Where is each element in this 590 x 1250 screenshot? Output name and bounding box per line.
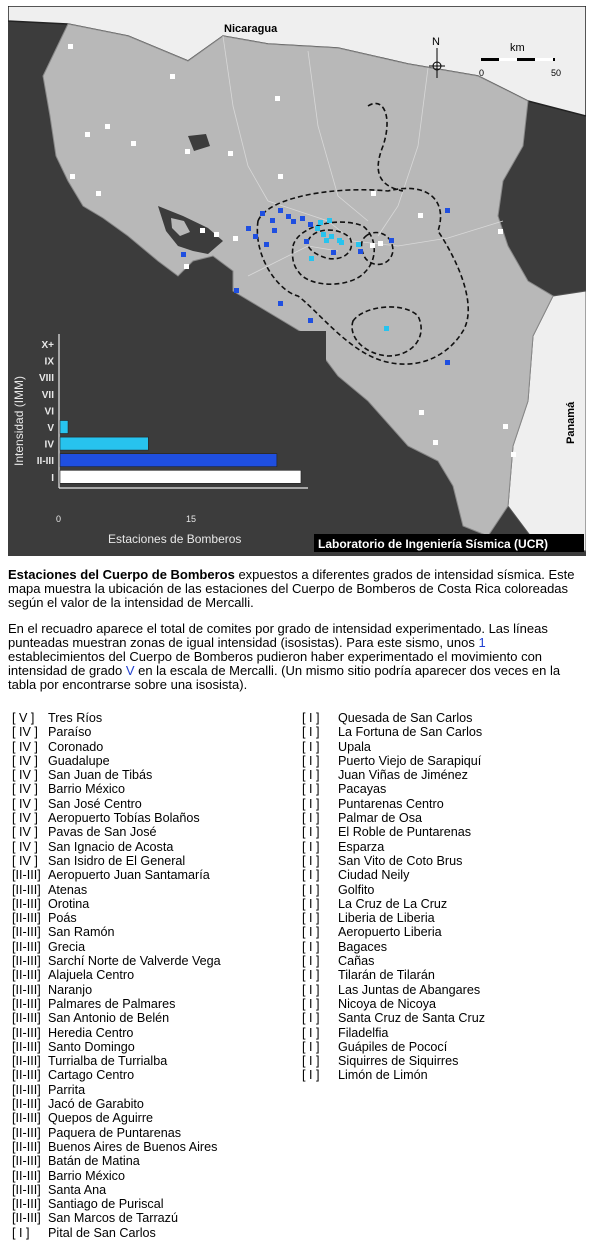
station-name: Cañas — [338, 954, 375, 969]
station-intensity-code: [II-III] — [12, 1011, 41, 1026]
station-intensity-code: [ I ] — [302, 868, 320, 883]
station-list-left — [12, 711, 221, 1240]
station-name: Palmares de Palmares — [48, 996, 176, 1011]
station-row — [12, 1068, 221, 1082]
station-name: Puerto Viejo de Sarapiquí — [338, 753, 482, 768]
station-row — [302, 1011, 485, 1025]
station-row — [302, 925, 485, 939]
station-row — [12, 811, 221, 825]
station-row — [12, 1126, 221, 1140]
station-name: Santa Ana — [48, 1182, 107, 1197]
station-intensity-code: [ IV ] — [12, 825, 38, 840]
station-row — [12, 1169, 221, 1183]
station-row — [302, 983, 485, 997]
description-title: Estaciones del Cuerpo de Bomberos — [8, 567, 235, 582]
station-intensity-code: [ I ] — [302, 839, 320, 854]
station-intensity-code: [ IV ] — [12, 796, 38, 811]
station-intensity-code: [II-III] — [12, 1068, 41, 1083]
station-name: Santo Domingo — [48, 1039, 135, 1054]
station-intensity-code: [II-III] — [12, 1097, 41, 1112]
north-label: N — [432, 36, 440, 48]
intensity-grade: V — [125, 663, 135, 678]
chart-bar — [60, 437, 148, 450]
station-intensity-code: [II-III] — [12, 1154, 41, 1169]
station-row — [12, 1111, 221, 1125]
station-intensity-code: [ IV ] — [12, 753, 38, 768]
station-row — [302, 1068, 485, 1082]
station-row — [12, 840, 221, 854]
station-name: La Cruz de La Cruz — [338, 896, 448, 911]
station-intensity-code: [ I ] — [302, 1054, 320, 1069]
station-intensity-code: [II-III] — [12, 1182, 41, 1197]
station-name: Guápiles de Pococí — [338, 1039, 448, 1054]
station-name: Turrialba de Turrialba — [48, 1054, 168, 1069]
chart-category-label: X+ — [41, 340, 54, 351]
description-paragraph-2 — [8, 622, 578, 692]
station-row — [302, 883, 485, 897]
station-intensity-code: [ I ] — [302, 982, 320, 997]
station-row — [12, 1197, 221, 1211]
station-row — [12, 954, 221, 968]
station-name: Parrita — [48, 1082, 86, 1097]
station-intensity-code: [II-III] — [12, 1197, 41, 1212]
station-row — [12, 1040, 221, 1054]
station-row — [12, 1140, 221, 1154]
station-row — [302, 954, 485, 968]
station-intensity-code: [ IV ] — [12, 782, 38, 797]
station-name: Grecia — [48, 939, 86, 954]
station-name: Liberia de Liberia — [338, 911, 435, 926]
station-intensity-code: [ I ] — [302, 811, 320, 826]
map-panel — [8, 6, 586, 556]
station-intensity-code: [ I ] — [302, 996, 320, 1011]
station-name: Orotina — [48, 896, 90, 911]
intensity-bar-chart — [8, 331, 326, 554]
station-row — [302, 868, 485, 882]
station-intensity-code: [ IV ] — [12, 768, 38, 783]
station-name: Nicoya de Nicoya — [338, 996, 436, 1011]
station-intensity-code: [ I ] — [302, 925, 320, 940]
station-name: Pavas de San José — [48, 825, 157, 840]
description-paragraph-1 — [8, 568, 578, 610]
description-text-2a: En el recuadro aparece el total de comites por grado de intensidad experimentado. Las líneas punteadas muestran zonas de igual intensidad (isosistas). Para este sismo, unos — [8, 621, 548, 650]
station-row — [302, 897, 485, 911]
nicaragua-label: Nicaragua — [224, 23, 278, 35]
map-canvas — [8, 6, 586, 556]
scale-tick-50: 50 — [551, 68, 562, 78]
station-name: Heredia Centro — [48, 1025, 134, 1040]
station-row — [302, 811, 485, 825]
station-intensity-code: [II-III] — [12, 896, 41, 911]
station-row — [12, 1026, 221, 1040]
station-name: Filadelfia — [338, 1025, 389, 1040]
station-intensity-code: [II-III] — [12, 996, 41, 1011]
station-row — [302, 854, 485, 868]
chart-category-label: IV — [44, 439, 54, 451]
station-row — [12, 1011, 221, 1025]
station-name: Esparza — [338, 839, 385, 854]
station-intensity-code: [II-III] — [12, 868, 41, 883]
station-row — [302, 754, 485, 768]
station-intensity-code: [ I ] — [302, 896, 320, 911]
station-intensity-code: [ I ] — [302, 739, 320, 754]
chart-x-tick-15: 15 — [186, 514, 197, 524]
station-intensity-code: [ I ] — [302, 1068, 320, 1083]
station-row — [12, 782, 221, 796]
station-intensity-code: [ V ] — [12, 711, 35, 725]
description-text-1: expuestos a diferentes grados de intensidad sísmica. Este mapa muestra la ubicación de las estaciones del Cuerpo de Bomberos de Costa Rica coloreadas según el valor de la intensidad de Mercalli. — [8, 567, 575, 610]
station-name: Quepos de Aguirre — [48, 1111, 154, 1126]
station-intensity-code: [II-III] — [12, 968, 41, 983]
station-intensity-code: [ IV ] — [12, 739, 38, 754]
station-row — [302, 1026, 485, 1040]
station-row — [12, 925, 221, 939]
station-name: Tres Ríos — [48, 711, 103, 725]
station-name: San Isidro de El General — [48, 853, 186, 868]
credit-label: Laboratorio de Ingeniería Sísmica (UCR) — [318, 537, 549, 551]
chart-category-label: I — [51, 472, 54, 484]
station-name: Barrio México — [48, 1168, 125, 1183]
station-count: 1 — [478, 635, 486, 650]
station-intensity-code: [II-III] — [12, 1054, 41, 1069]
station-intensity-code: [ IV ] — [12, 853, 38, 868]
station-intensity-code: [ I ] — [12, 1225, 30, 1240]
station-name: Poás — [48, 911, 77, 926]
station-intensity-code: [II-III] — [12, 954, 41, 969]
station-name: Pacayas — [338, 782, 387, 797]
station-row — [12, 1183, 221, 1197]
chart-category-label: II-III — [36, 456, 54, 468]
station-row — [302, 740, 485, 754]
station-name: El Roble de Puntarenas — [338, 825, 472, 840]
station-intensity-code: [ I ] — [302, 954, 320, 969]
station-name: Paquera de Puntarenas — [48, 1125, 182, 1140]
station-intensity-code: [ I ] — [302, 882, 320, 897]
station-name: Ciudad Neily — [338, 868, 410, 883]
chart-bar — [60, 470, 301, 483]
station-name: Juan Viñas de Jiménez — [338, 768, 468, 783]
station-row — [302, 1040, 485, 1054]
station-name: Buenos Aires de Buenos Aires — [48, 1139, 218, 1154]
station-name: Atenas — [48, 882, 88, 897]
station-row — [302, 840, 485, 854]
station-intensity-code: [II-III] — [12, 911, 41, 926]
station-intensity-code: [ I ] — [302, 939, 320, 954]
station-name: Alajuela Centro — [48, 968, 135, 983]
station-row — [12, 740, 221, 754]
station-intensity-code: [ I ] — [302, 796, 320, 811]
station-name: Aeropuerto Tobías Bolaños — [48, 811, 200, 826]
station-name: Quesada de San Carlos — [338, 711, 473, 725]
station-row — [12, 854, 221, 868]
station-intensity-code: [ I ] — [302, 1025, 320, 1040]
chart-category-label: VIII — [38, 373, 54, 385]
station-row — [12, 725, 221, 739]
station-row — [12, 997, 221, 1011]
chart-y-axis-label: Intensidad (IMM) — [12, 375, 26, 466]
station-name: Limón de Limón — [338, 1068, 428, 1083]
station-row — [12, 1211, 221, 1225]
station-name: Sarchí Norte de Valverde Vega — [48, 954, 221, 969]
station-name: Paraíso — [48, 725, 92, 740]
station-row — [12, 968, 221, 982]
chart-x-axis-label: Estaciones de Bomberos — [108, 532, 242, 546]
station-intensity-code: [ IV ] — [12, 725, 38, 740]
description-text-2c: en la escala de Mercalli. (Un mismo sitio podría aparecer dos veces en la tabla por encontrarse sobre una isosista). — [8, 663, 561, 692]
station-row — [12, 754, 221, 768]
station-intensity-code: [ IV ] — [12, 839, 38, 854]
station-intensity-code: [ I ] — [302, 782, 320, 797]
scale-label: km — [510, 42, 525, 54]
station-row — [12, 825, 221, 839]
station-list-right — [302, 711, 485, 1083]
station-intensity-code: [II-III] — [12, 1025, 41, 1040]
station-intensity-code: [II-III] — [12, 982, 41, 997]
chart-category-label: VI — [44, 406, 54, 418]
station-intensity-code: [II-III] — [12, 939, 41, 954]
station-intensity-code: [ I ] — [302, 911, 320, 926]
chart-category-label: V — [47, 423, 54, 434]
station-row — [302, 782, 485, 796]
station-intensity-code: [II-III] — [12, 925, 41, 940]
station-row — [12, 1054, 221, 1068]
station-name: San Ignacio de Acosta — [48, 839, 174, 854]
station-name: San José Centro — [48, 796, 142, 811]
station-intensity-code: [II-III] — [12, 1139, 41, 1154]
station-row — [12, 940, 221, 954]
chart-category-label: IX — [44, 356, 54, 368]
station-name: Siquirres de Siquirres — [338, 1054, 459, 1069]
station-intensity-code: [II-III] — [12, 1039, 41, 1054]
station-intensity-code: [ I ] — [302, 853, 320, 868]
station-name: Guadalupe — [48, 753, 110, 768]
station-row — [12, 1083, 221, 1097]
description-text-2b: establecimientos del Cuerpo de Bomberos pudieron haber experimentado el movimiento con intensidad de grado — [8, 649, 543, 678]
station-intensity-code: [II-III] — [12, 1168, 41, 1183]
station-row — [302, 968, 485, 982]
station-row — [12, 768, 221, 782]
station-name: Aeropuerto Liberia — [338, 925, 442, 940]
station-name: Cartago Centro — [48, 1068, 135, 1083]
station-row — [302, 911, 485, 925]
station-row — [12, 797, 221, 811]
station-intensity-code: [ I ] — [302, 753, 320, 768]
station-row — [302, 711, 485, 725]
station-row — [302, 797, 485, 811]
scale-tick-0: 0 — [479, 68, 485, 78]
station-row — [302, 997, 485, 1011]
station-row — [302, 768, 485, 782]
station-name: Barrio México — [48, 782, 125, 797]
station-intensity-code: [ IV ] — [12, 811, 38, 826]
station-name: La Fortuna de San Carlos — [338, 725, 483, 740]
station-name: Aeropuerto Juan Santamaría — [48, 868, 210, 883]
station-intensity-code: [ I ] — [302, 825, 320, 840]
chart-x-tick-0: 0 — [56, 514, 62, 524]
station-intensity-code: [ I ] — [302, 711, 320, 725]
station-name: San Antonio de Belén — [48, 1011, 170, 1026]
station-row — [12, 983, 221, 997]
station-row — [12, 1226, 221, 1240]
station-intensity-code: [II-III] — [12, 1111, 41, 1126]
station-name: Santiago de Puriscal — [48, 1197, 164, 1212]
station-name: Bagaces — [338, 939, 388, 954]
station-row — [12, 883, 221, 897]
station-row — [12, 1154, 221, 1168]
station-row — [12, 868, 221, 882]
station-intensity-code: [ I ] — [302, 1039, 320, 1054]
station-intensity-code: [ I ] — [302, 768, 320, 783]
station-row — [302, 940, 485, 954]
station-name: Palmar de Osa — [338, 811, 422, 826]
station-name: San Vito de Coto Brus — [338, 853, 463, 868]
station-name: Golfito — [338, 882, 375, 897]
station-intensity-code: [ I ] — [302, 725, 320, 740]
station-intensity-code: [ I ] — [302, 968, 320, 983]
station-row — [12, 911, 221, 925]
station-row — [12, 1097, 221, 1111]
station-row — [12, 897, 221, 911]
station-name: Upala — [338, 739, 371, 754]
station-name: Santa Cruz de Santa Cruz — [338, 1011, 486, 1026]
station-name: San Juan de Tibás — [48, 768, 153, 783]
station-intensity-code: [II-III] — [12, 882, 41, 897]
station-name: Pital de San Carlos — [48, 1225, 156, 1240]
station-name: Jacó de Garabito — [48, 1097, 144, 1112]
station-name: Las Juntas de Abangares — [338, 982, 481, 997]
station-row — [12, 711, 221, 725]
station-row — [302, 825, 485, 839]
chart-bar — [60, 454, 277, 467]
station-intensity-code: [II-III] — [12, 1125, 41, 1140]
station-intensity-code: [ I ] — [302, 1011, 320, 1026]
station-name: San Ramón — [48, 925, 115, 940]
panama-label: Panamá — [565, 401, 577, 444]
station-row — [302, 1054, 485, 1068]
chart-category-label: VII — [41, 389, 54, 401]
station-name: Tilarán de Tilarán — [338, 968, 435, 983]
station-name: Naranjo — [48, 982, 93, 997]
chart-bar — [60, 421, 68, 434]
station-row — [302, 725, 485, 739]
station-intensity-code: [II-III] — [12, 1211, 41, 1226]
station-intensity-code: [II-III] — [12, 1082, 41, 1097]
station-name: Puntarenas Centro — [338, 796, 444, 811]
station-name: San Marcos de Tarrazú — [48, 1211, 178, 1226]
station-name: Batán de Matina — [48, 1154, 140, 1169]
station-name: Coronado — [48, 739, 104, 754]
